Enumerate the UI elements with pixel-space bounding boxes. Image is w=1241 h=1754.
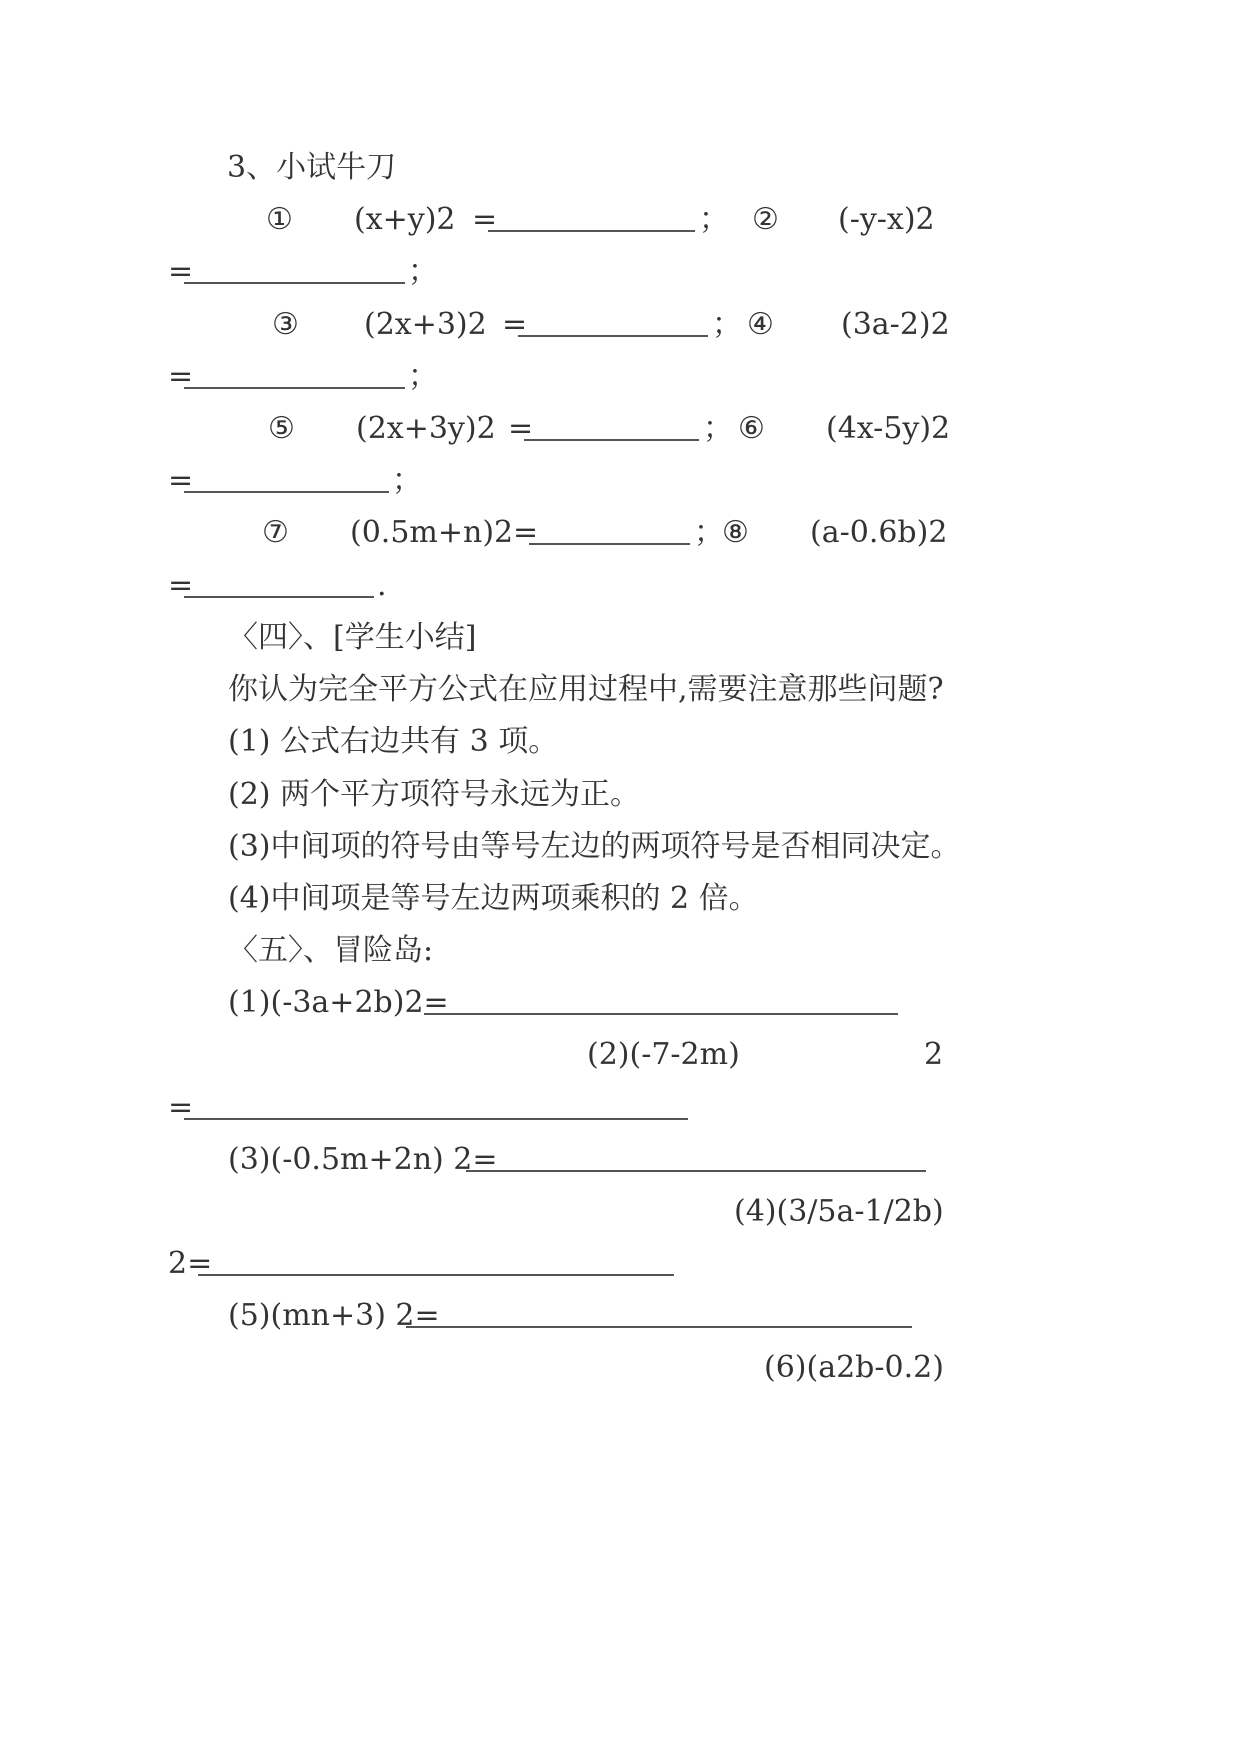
item-6-answer-blank[interactable] (184, 491, 389, 493)
item-5-number: ⑤ (268, 411, 295, 446)
item-7-number: ⑦ (262, 515, 289, 550)
item-8-expression: (a-0.6b)2 (810, 515, 948, 550)
item-4-number: ④ (747, 307, 774, 342)
problem-2-equals: = (168, 1090, 194, 1125)
item-5-separator: ； (703, 411, 733, 446)
item-6-number: ⑥ (738, 411, 765, 446)
item-7-separator: ； (694, 515, 724, 550)
section-5-heading: 〈五〉、冒险岛: (228, 933, 434, 968)
item-4-equals: = (168, 359, 194, 394)
item-6-equals: = (168, 463, 194, 498)
item-1-equals: = (472, 202, 498, 237)
section-4-question: 你认为完全平方公式在应用过程中,需要注意那些问题? (228, 672, 944, 707)
problem-3-label: (3)(-0.5m+2n) 2= (228, 1142, 498, 1177)
item-3-answer-blank[interactable] (518, 335, 708, 337)
item-4-separator: ； (408, 359, 438, 394)
problem-4-equals: 2= (168, 1246, 213, 1281)
section-3-heading: 3、小试牛刀 (227, 150, 397, 185)
item-7-answer-blank[interactable] (529, 543, 690, 545)
item-2-expression: (-y-x)2 (838, 202, 935, 237)
problem-5-label: (5)(mn+3) 2= (228, 1298, 440, 1333)
problem-1-label: (1)(-3a+2b)2= (228, 985, 449, 1020)
summary-point-4: (4)中间项是等号左边两项乘积的 2 倍。 (228, 881, 759, 916)
item-1-answer-blank[interactable] (488, 230, 695, 232)
item-3-separator: ； (712, 307, 742, 342)
item-6-separator: ； (392, 463, 422, 498)
item-8-answer-blank[interactable] (184, 596, 374, 598)
item-7-equals: = (513, 515, 539, 550)
item-5-expression: (2x+3y)2 (356, 411, 496, 446)
item-8-separator: . (377, 568, 387, 603)
problem-6-label: (6)(a2b-0.2) (764, 1350, 944, 1385)
item-1-number: ① (266, 202, 293, 237)
item-2-separator: ； (408, 254, 438, 289)
item-1-expression: (x+y)2 (354, 202, 456, 237)
item-3-equals: = (502, 307, 528, 342)
problem-2-label: (2)(-7-2m) (587, 1037, 740, 1072)
item-5-answer-blank[interactable] (524, 439, 699, 441)
summary-point-1: (1) 公式右边共有 3 项。 (228, 724, 559, 759)
item-1-separator: ； (699, 202, 729, 237)
problem-4-label: (4)(3/5a-1/2b) (734, 1194, 944, 1229)
item-3-expression: (2x+3)2 (364, 307, 487, 342)
item-2-number: ② (752, 202, 779, 237)
problem-2-exponent: 2 (924, 1037, 944, 1072)
item-6-expression: (4x-5y)2 (826, 411, 951, 446)
section-4-heading: 〈四〉、[学生小结] (228, 620, 477, 655)
summary-point-3: (3)中间项的符号由等号左边的两项符号是否相同决定。 (228, 829, 961, 864)
problem-1-answer-blank[interactable] (424, 1013, 898, 1015)
item-8-number: ⑧ (722, 515, 749, 550)
item-2-equals: = (168, 254, 194, 289)
item-5-equals: = (508, 411, 534, 446)
problem-3-answer-blank[interactable] (466, 1170, 926, 1172)
item-4-expression: (3a-2)2 (841, 307, 950, 342)
item-2-answer-blank[interactable] (184, 282, 405, 284)
problem-2-answer-blank[interactable] (184, 1118, 688, 1120)
item-4-answer-blank[interactable] (184, 387, 405, 389)
item-3-number: ③ (272, 307, 299, 342)
item-7-expression: (0.5m+n)2 (350, 515, 514, 550)
item-8-equals: = (168, 568, 194, 603)
summary-point-2: (2) 两个平方项符号永远为正。 (228, 777, 641, 812)
problem-4-answer-blank[interactable] (198, 1274, 674, 1276)
problem-5-answer-blank[interactable] (406, 1326, 912, 1328)
